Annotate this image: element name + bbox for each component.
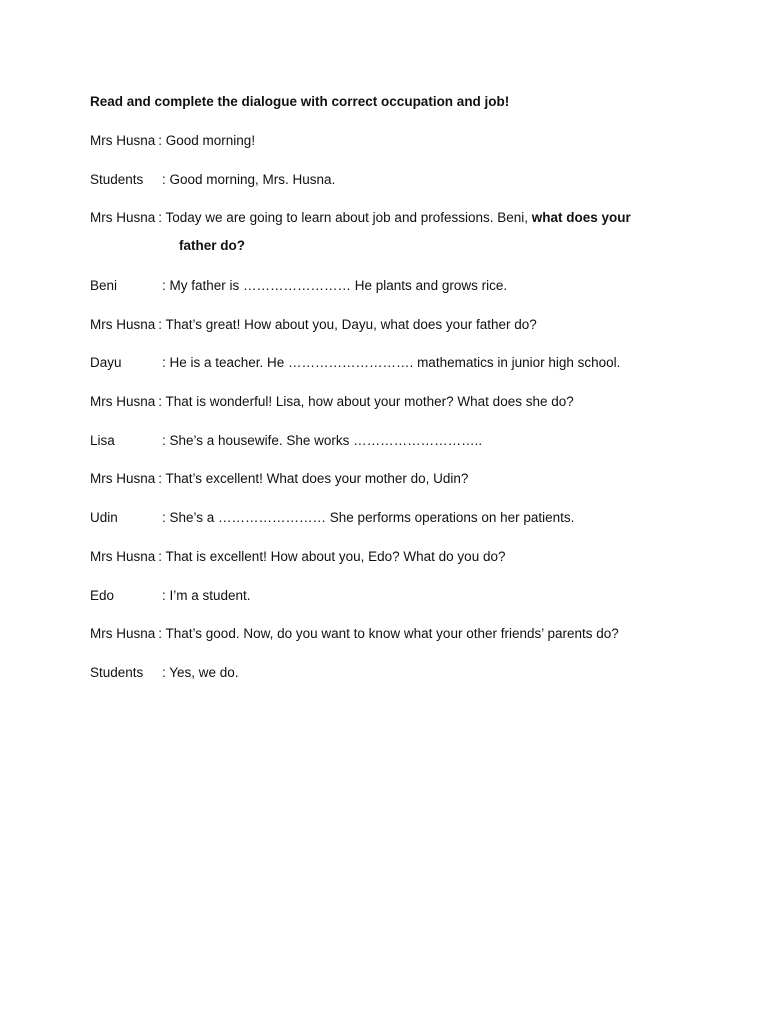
dialogue-line <box>90 664 239 682</box>
dialogue-text: : She’s a housewife. She works ……………………….. <box>162 433 483 448</box>
dialogue-line <box>90 548 505 566</box>
dialogue-line <box>90 509 574 527</box>
dialogue-line <box>90 625 619 643</box>
dialogue-line <box>90 393 574 411</box>
dialogue-line <box>90 432 482 450</box>
speaker-name: Mrs Husna <box>90 549 156 564</box>
speaker-name: Edo <box>90 588 115 603</box>
speaker-name: Students <box>90 172 144 187</box>
speaker-name: Mrs Husna <box>90 210 156 225</box>
dialogue-text: : She’s a …………………… She performs operations on her patients. <box>162 510 575 525</box>
dialogue-text: : Today we are going to learn about job and professions. Beni, <box>158 210 532 225</box>
dialogue-text: : That is wonderful! Lisa, how about your mother? What does she do? <box>158 394 574 409</box>
dialogue-line <box>90 587 251 605</box>
dialogue-line <box>90 171 335 189</box>
speaker-name: Lisa <box>90 433 115 448</box>
dialogue-text: : That’s great! How about you, Dayu, what does your father do? <box>158 317 537 332</box>
speaker-name: Students <box>90 665 144 680</box>
instruction-heading: Read and complete the dialogue with correct occupation and job! <box>90 94 510 109</box>
dialogue-continuation: father do? <box>179 238 245 253</box>
dialogue-line <box>90 277 507 295</box>
dialogue-line <box>90 470 468 488</box>
dialogue-line <box>90 354 620 372</box>
dialogue-line <box>90 316 537 334</box>
dialogue-text: : He is a teacher. He ………………………. mathematics in junior high school. <box>162 355 621 370</box>
dialogue-text: : Yes, we do. <box>162 665 239 680</box>
speaker-name: Mrs Husna <box>90 317 156 332</box>
speaker-name: Beni <box>90 278 118 293</box>
dialogue-text: : Good morning! <box>158 133 256 148</box>
dialogue-line <box>90 132 255 150</box>
dialogue-text-bold: what does your <box>531 210 631 225</box>
dialogue-line <box>90 209 631 227</box>
speaker-name: Mrs Husna <box>90 471 156 486</box>
speaker-name: Mrs Husna <box>90 626 156 641</box>
dialogue-text: : That’s excellent! What does your mother do, Udin? <box>158 471 469 486</box>
dialogue-text: : That is excellent! How about you, Edo? What do you do? <box>158 549 506 564</box>
speaker-name: Dayu <box>90 355 122 370</box>
speaker-name: Mrs Husna <box>90 394 156 409</box>
speaker-name: Udin <box>90 510 118 525</box>
speaker-name: Mrs Husna <box>90 133 156 148</box>
dialogue-text: : That’s good. Now, do you want to know what your other friends’ parents do? <box>158 626 619 641</box>
dialogue-text: : I’m a student. <box>162 588 251 603</box>
dialogue-text: : My father is …………………… He plants and grows rice. <box>162 278 508 293</box>
dialogue-text: : Good morning, Mrs. Husna. <box>162 172 336 187</box>
